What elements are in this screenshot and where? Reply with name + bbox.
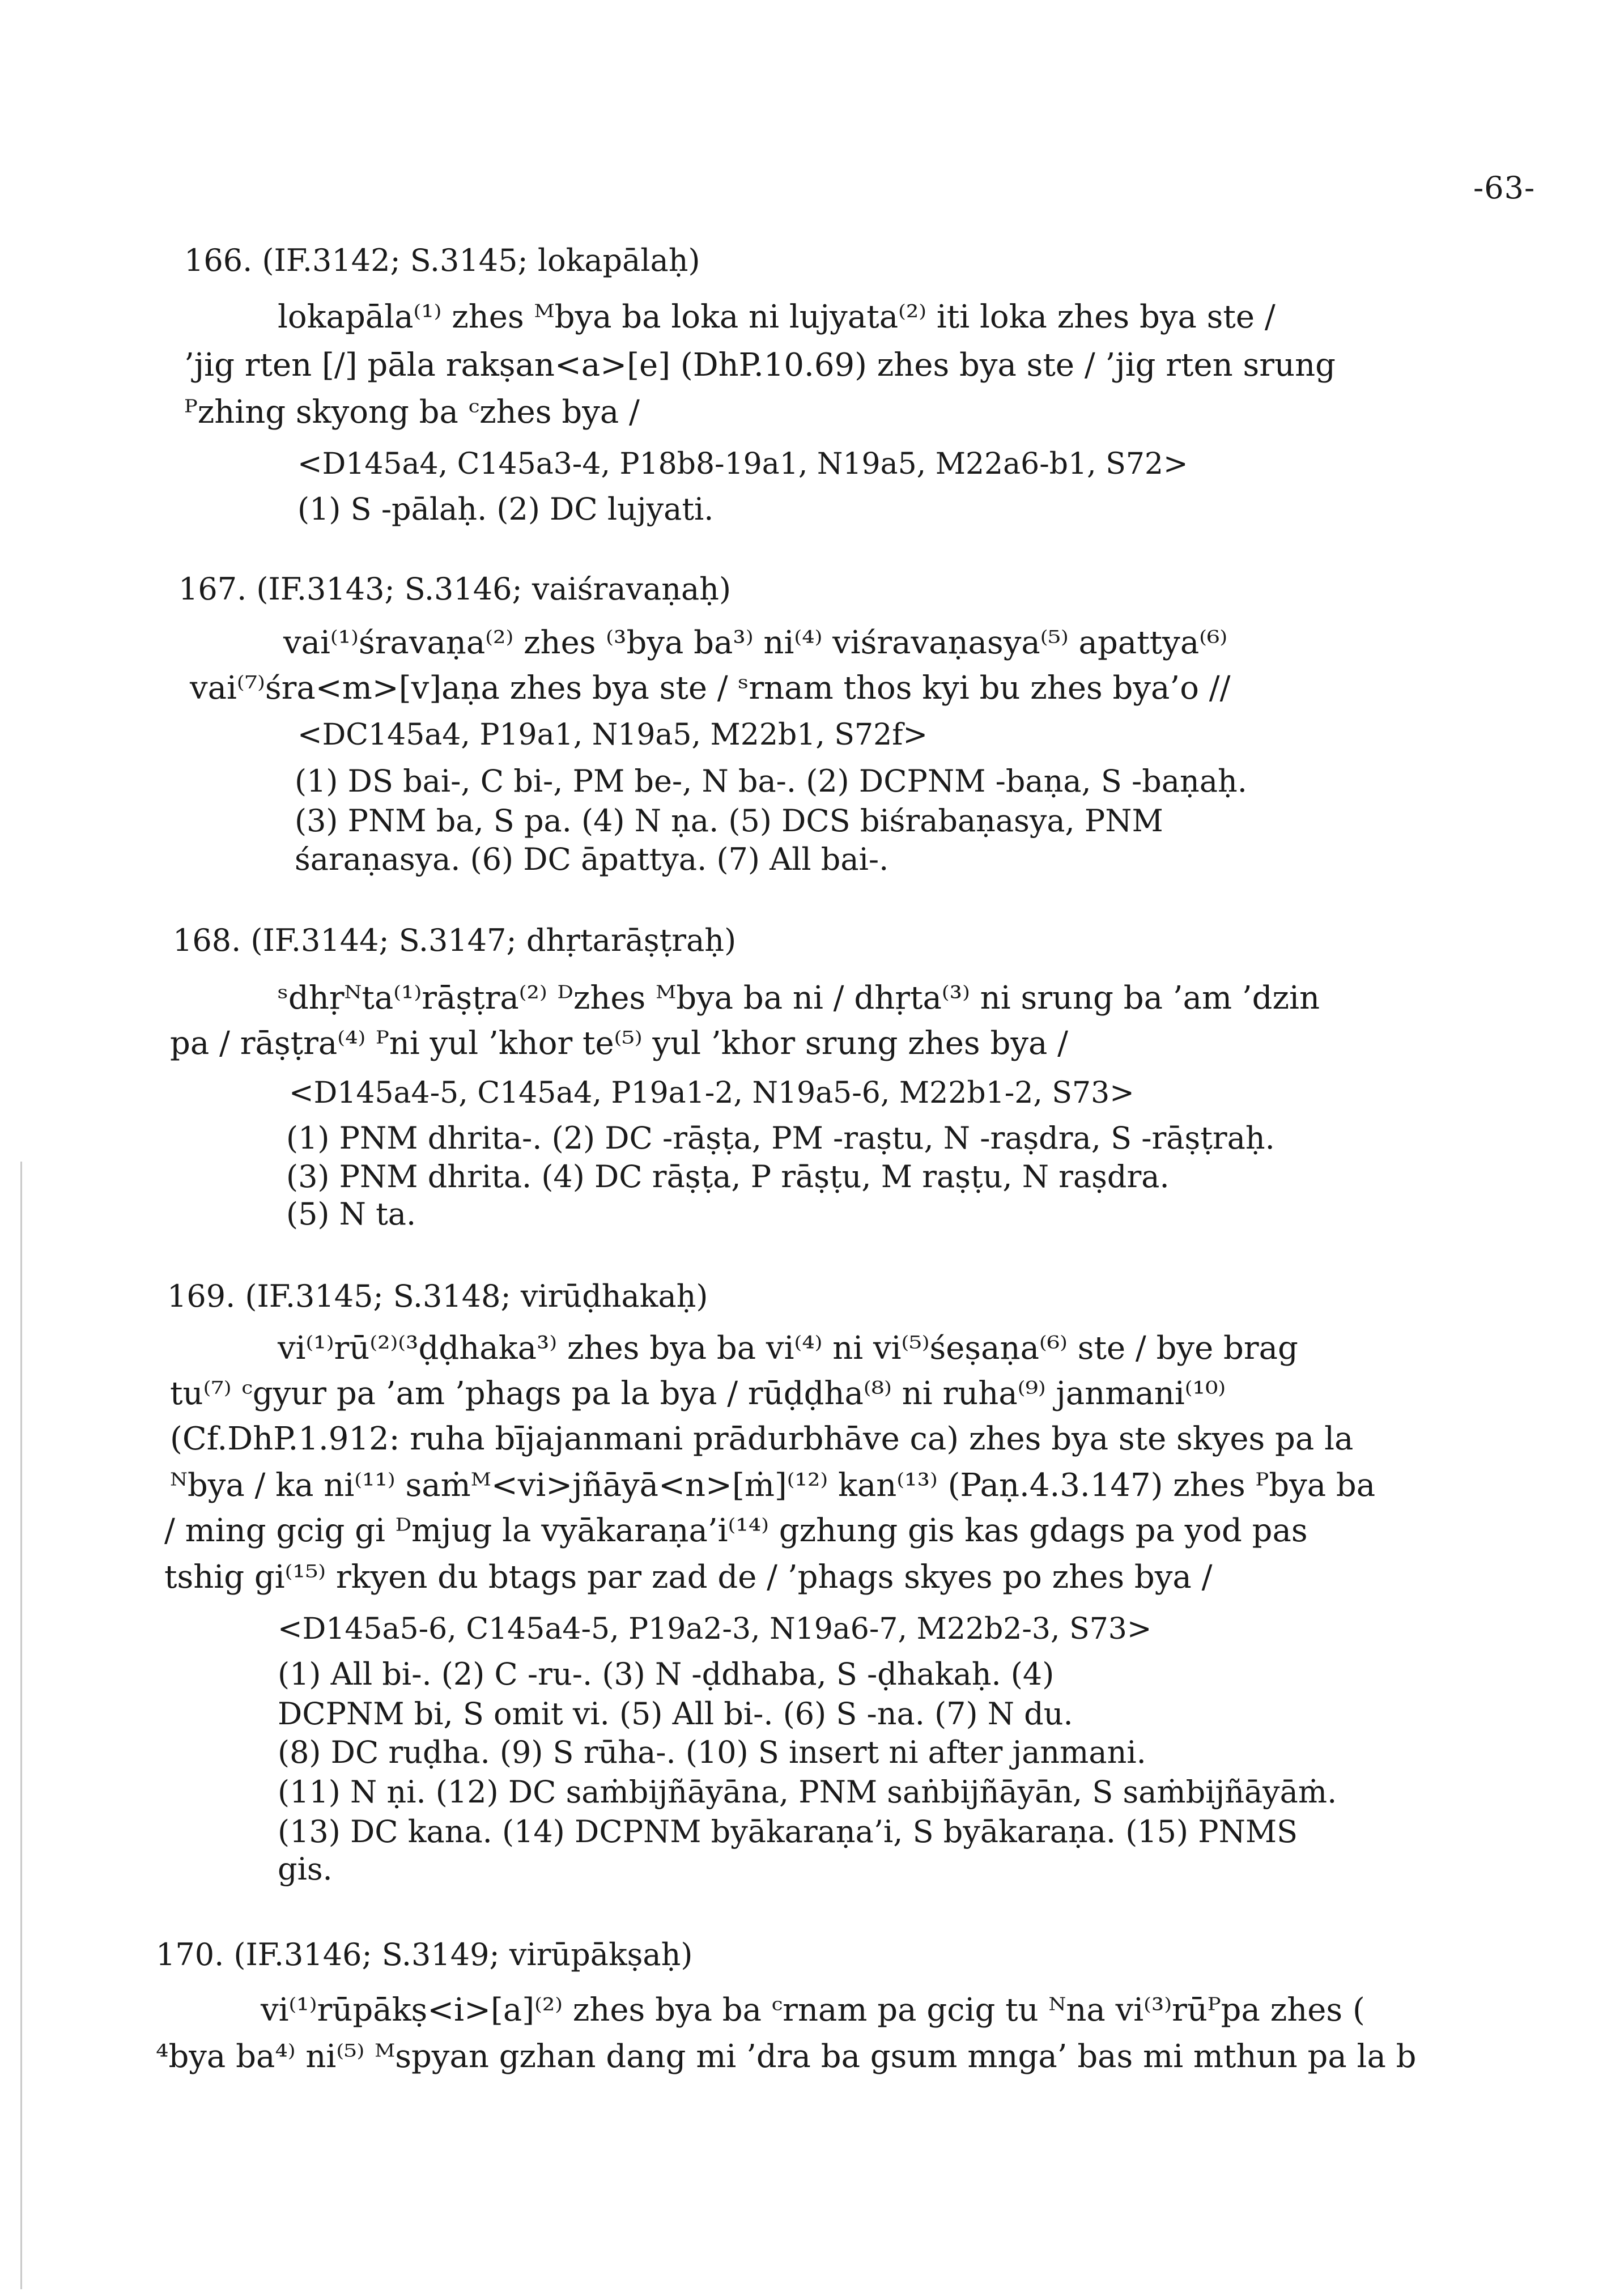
manuscript-sigla: <D145a4, C145a3-4, P18b8-19a1, N19a5, M22a6-b1, S72> (297, 447, 1188, 481)
entry-text-line: ˢdhṛᴺta⁽¹⁾rāṣṭra⁽²⁾ ᴰzhes ᴹbya ba ni / dhṛta⁽³⁾ ni srung ba ’am ’dzin (278, 980, 1320, 1017)
entry-text-line: vi⁽¹⁾rūpākṣ<i>[a]⁽²⁾ zhes bya ba ᶜrnam pa gcig tu ᴺna vi⁽³⁾rūᴾpa zhes ( (261, 1992, 1365, 2029)
footnote-line: (1) PNM dhrita-. (2) DC -rāṣṭa, PM -raṣtu, N -raṣdra, S -rāṣṭraḥ. (286, 1120, 1275, 1156)
footnote-line: (3) PNM ba, S pa. (4) N ṇa. (5) DCS biśrabaṇasya, PNM (295, 803, 1163, 839)
entry-text-line: (Cf.DhP.1.912: ruha bījajanmani prādurbhāve ca) zhes bya ste skyes pa la (170, 1421, 1354, 1457)
page-number: -63- (1473, 170, 1536, 206)
entry-text-line: vai⁽¹⁾śravaṇa⁽²⁾ zhes ⁽³bya ba³⁾ ni⁽⁴⁾ viśravaṇasya⁽⁵⁾ apattya⁽⁶⁾ (283, 624, 1228, 661)
entry-heading: 170. (IF.3146; S.3149; virūpākṣaḥ) (156, 1937, 693, 1972)
entry-text-line: vi⁽¹⁾rū⁽²⁾⁽³ḍḍhaka³⁾ zhes bya ba vi⁽⁴⁾ ni vi⁽⁵⁾śeṣaṇa⁽⁶⁾ ste / bye brag (278, 1330, 1298, 1367)
footnote-line: DCPNM bi, S omit vi. (5) All bi-. (6) S -na. (7) N du. (278, 1696, 1073, 1732)
entry-text-line: vai⁽⁷⁾śra<m>[v]aṇa zhes bya ste / ˢrnam thos kyi bu zhes bya’o // (190, 670, 1231, 707)
footnote-line: (3) PNM dhrita. (4) DC rāṣṭa, P rāṣṭu, M raṣṭu, N raṣdra. (286, 1159, 1170, 1194)
entry-text-line: tshig gi⁽¹⁵⁾ rkyen du btags par zad de / ’phags skyes po zhes bya / (164, 1559, 1213, 1596)
manuscript-sigla: <DC145a4, P19a1, N19a5, M22b1, S72f> (297, 718, 928, 752)
footnote-line: (1) S -pālaḥ. (2) DC lujyati. (297, 491, 714, 527)
entry-text-line: ᴺbya / ka ni⁽¹¹⁾ saṁᴹ<vi>jñāyā<n>[ṁ]⁽¹²⁾ kan⁽¹³⁾ (Paṇ.4.3.147) zhes ᴾbya ba (170, 1467, 1376, 1504)
footnote-line: (8) DC ruḍha. (9) S rūha-. (10) S insert ni after janmani. (278, 1734, 1146, 1770)
entry-text-line: lokapāla⁽¹⁾ zhes ᴹbya ba loka ni lujyata⁽²⁾ iti loka zhes bya ste / (278, 299, 1276, 335)
footnote-line: gis. (278, 1851, 333, 1887)
footnote-line: (5) N ta. (286, 1196, 416, 1232)
entry-heading: 167. (IF.3143; S.3146; vaiśravaṇaḥ) (178, 571, 732, 607)
entry-text-line: / ming gcig gi ᴰmjug la vyākaraṇa’i⁽¹⁴⁾ gzhung gis kas gdags pa yod pas (164, 1512, 1308, 1549)
footnote-line: (1) All bi-. (2) C -ru-. (3) N -ḍdhaba, S -ḍhakaḥ. (4) (278, 1656, 1055, 1692)
footnote-line: (13) DC kana. (14) DCPNM byākaraṇa’i, S byākaraṇa. (15) PNMS (278, 1814, 1298, 1849)
entry-text-line: ⁴bya ba⁴⁾ ni⁽⁵⁾ ᴹspyan gzhan dang mi ’dra ba gsum mnga’ bas mi mthun pa la b (156, 2038, 1417, 2075)
manuscript-sigla: <D145a5-6, C145a4-5, P19a2-3, N19a6-7, M22b2-3, S73> (278, 1612, 1152, 1646)
entry-heading: 166. (IF.3142; S.3145; lokapālaḥ) (184, 243, 700, 278)
manuscript-sigla: <D145a4-5, C145a4, P19a1-2, N19a5-6, M22b1-2, S73> (289, 1076, 1134, 1110)
entry-text-line: ᴾzhing skyong ba ᶜzhes bya / (184, 394, 640, 431)
entry-text-line: pa / rāṣṭra⁽⁴⁾ ᴾni yul ’khor te⁽⁵⁾ yul ’khor srung zhes bya / (170, 1025, 1069, 1062)
entry-text-line: ’jig rten [/] pāla rakṣan<a>[e] (DhP.10.69) zhes bya ste / ’jig rten srung (184, 347, 1336, 384)
entry-heading: 168. (IF.3144; S.3147; dhṛtarāṣṭraḥ) (173, 922, 737, 958)
entry-text-line: tu⁽⁷⁾ ᶜgyur pa ’am ’phags pa la bya / rūḍḍha⁽⁸⁾ ni ruha⁽⁹⁾ janmani⁽¹⁰⁾ (170, 1375, 1226, 1412)
footnote-line: (1) DS bai-, C bi-, PM be-, N ba-. (2) DCPNM -baṇa, S -baṇaḥ. (295, 763, 1247, 799)
entry-heading: 169. (IF.3145; S.3148; virūḍhakaḥ) (167, 1278, 708, 1314)
scan-margin-line (20, 1162, 22, 2289)
footnote-line: śaraṇasya. (6) DC āpattya. (7) All bai-. (295, 841, 889, 877)
footnote-line: (11) N ṇi. (12) DC saṁbijñāyāna, PNM saṅbijñāyān, S saṁbijñāyāṁ. (278, 1774, 1337, 1810)
